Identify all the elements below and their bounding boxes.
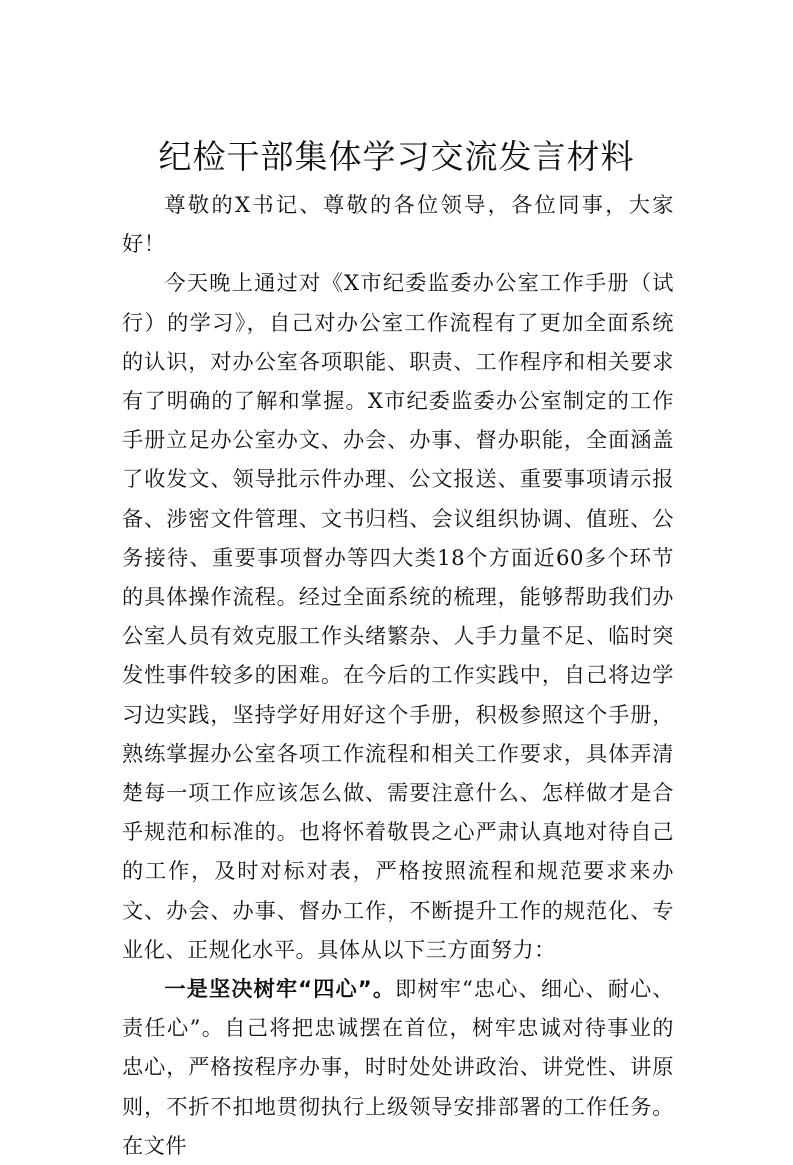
document-title: 纪检干部集体学习交流发言材料	[158, 137, 635, 176]
greeting-paragraph: 尊敬的X书记、尊敬的各位领导，各位同事，大家好！	[122, 192, 674, 257]
paragraph-2-text: 即树牢“忠心、细心、耐心、责任心”。自己将把忠诚摆在首位，树牢忠诚对待事业的忠心，严格按程序办事，时时处处讲政治、讲党性、讲原则，不折不扣地贯彻执行上级领导安排部署的工作任务。在文件	[122, 976, 674, 1158]
paragraph-2-lead: 一是坚决树牢“四心”。	[164, 976, 396, 1002]
body-paragraph-2	[122, 969, 674, 1165]
document-body	[122, 185, 674, 1165]
body-paragraph-1: 今天晚上通过对《X市纪委监委办公室工作手册（试行）的学习》，自己对办公室工作流程有了更加全面系统的认识，对办公室各项职能、职责、工作程序和相关要求有了明确的了解和掌握。X市纪委监委办公室制定的工作手册立足办公室办文、办会、办事、督办职能，全面涵盖了收发文、领导批示件办理、公文报送、重要事项请示报备、涉密文件管理、文书归档、会议组织协调、值班、公务接待、重要事项督办等四大类18个方面近60多个环节的具体操作流程。经过全面系统的梳理，能够帮助我们办公室人员有效克服工作头绪繁杂、人手力量不足、临时突发性事件较多的困难。在今后的工作实践中，自己将边学习边实践，坚持学好用好这个手册，积极参照这个手册，熟练掌握办公室各项工作流程和相关工作要求，具体弄清楚每一项工作应该怎么做、需要注意什么、怎样做才是合乎规范和标准的。也将怀着敬畏之心严肃认真地对待自己的工作，及时对标对表，严格按照流程和规范要求来办文、办会、办事、督办工作，不断提升工作的规范化、专业化、正规化水平。具体从以下三方面努力：	[122, 270, 674, 962]
